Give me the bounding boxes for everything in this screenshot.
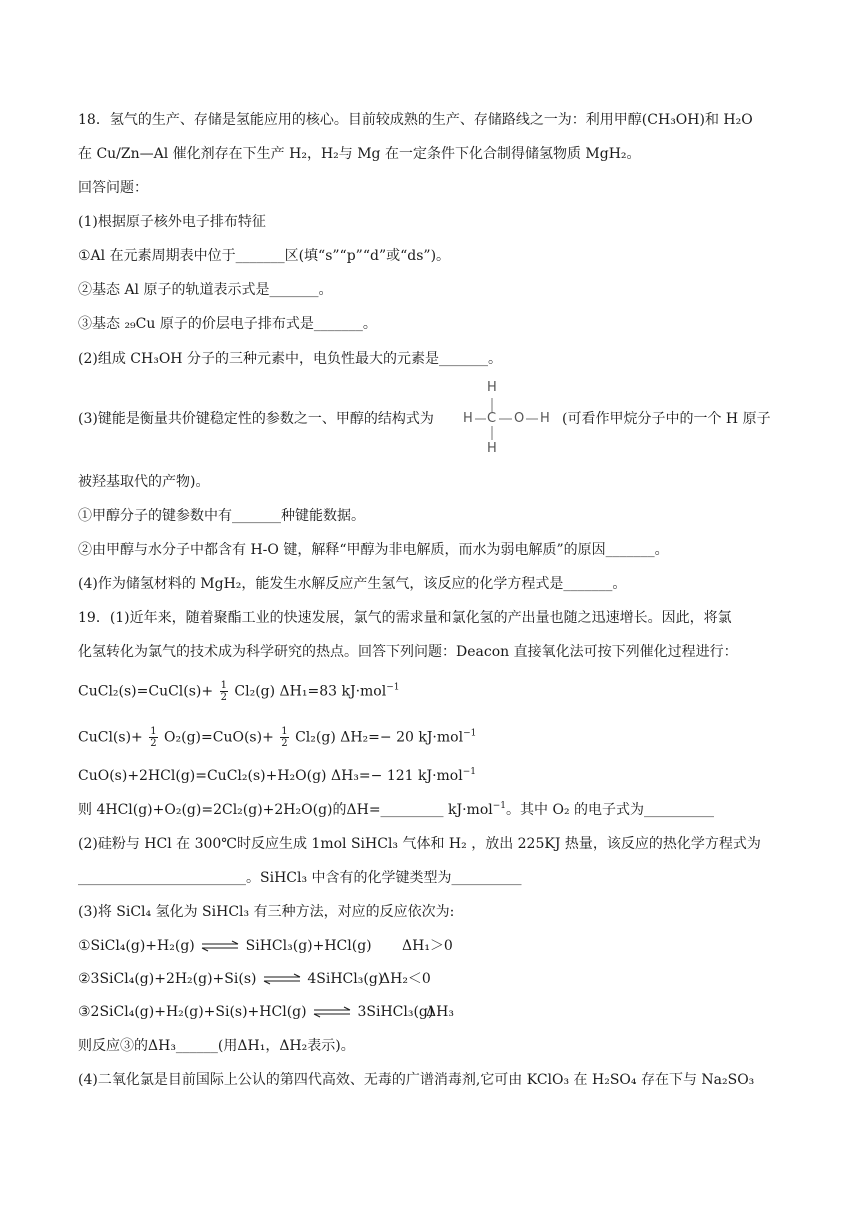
fraction-half: $\frac{1}{2}$ (281, 726, 288, 749)
q19-reaction-1-dh: ΔH₁＞0 (402, 938, 453, 954)
q18-part-1b: ②基态 Al 原子的轨道表示式是_______。 (78, 282, 333, 298)
methanol-h-bottom: H (487, 441, 497, 456)
eq1-left: CuCl₂(s)=CuCl(s)+ (78, 683, 214, 700)
q19-reaction-1: ①SiCl₄(g)+H₂(g) SiHCl₃(g)+HCl(g) (78, 938, 372, 954)
q19-reaction-3-dh: ΔH₃ (426, 1004, 454, 1020)
q19-reaction-3: ③2SiCl₄(g)+H₂(g)+Si(s)+HCl(g) 3SiHCl₃(g) (78, 1004, 434, 1020)
q19-reaction-2: ②3SiCl₄(g)+2H₂(g)+Si(s) 4SiHCl₃(g) (78, 971, 384, 987)
q18-part-3-pre: (3)键能是衡量共价键稳定性的参数之一、甲醇的结构式为 (78, 411, 434, 427)
q19-part-3-ask: 则反应③的ΔH₃______(用ΔH₁，ΔH₂表示)。 (78, 1038, 355, 1054)
q18-text-line-1: 18．氢气的生产、存储是氢能应用的核心。目前较成熟的生产、存储路线之一为：利用甲醇(CH₃OH)和 H₂O (78, 112, 753, 128)
q19-equation-3: CuO(s)+2HCl(g)=CuCl₂(s)+H₂O(g) ΔH₃=− 121 kJ·mol$^{-1}$ (78, 767, 476, 784)
q19-part-2-line-1: (2)硅粉与 HCl 在 300℃时反应生成 1mol SiHCl₃ 气体和 H₂ ，放出 225KJ 热量，该反应的热化学方程式为 (78, 836, 761, 852)
methanol-h-right: H (540, 411, 550, 426)
equilibrium-arrow-icon (312, 1006, 352, 1018)
fraction-half: $\frac{1}{2}$ (220, 680, 227, 703)
q19-equation-1: CuCl₂(s)=CuCl(s)+ $\frac{1}{2}$ Cl₂(g) ΔH₁=83 kJ·mol$^{-1}$ (78, 680, 400, 703)
q19-text-line-1: 19．(1)近年来，随着聚酯工业的快速发展，氯气的需求量和氯化氢的产出量也随之迅速增长。因此，将氯 (78, 610, 732, 626)
q18-part-1c: ③基态 ₂₉Cu 原子的价层电子排布式是_______。 (78, 316, 377, 332)
q18-text-line-2: 在 Cu/Zn—Al 催化剂存在下生产 H₂，H₂与 Mg 在一定条件下化合制得储氢物质 MgH₂。 (78, 146, 641, 162)
q19-part-2-line-2: ________________________。SiHCl₃ 中含有的化学键类型为__________ (78, 870, 522, 886)
q18-part-1a: ①Al 在元素周期表中位于_______区(填“s”“p”“d”或“ds”)。 (78, 248, 451, 264)
q19-reaction-2-dh: ΔH₂＜0 (380, 971, 431, 987)
equilibrium-arrow-icon (262, 973, 302, 985)
q18-part-3-cont: 被羟基取代的产物)。 (78, 474, 210, 490)
fraction-half: $\frac{1}{2}$ (150, 726, 157, 749)
q18-part-4: (4)作为储氢材料的 MgH₂，能发生水解反应产生氢气，该反应的化学方程式是_______。 (78, 576, 627, 592)
equilibrium-arrow-icon (200, 940, 240, 952)
q18-answer-prompt: 回答问题： (78, 180, 148, 196)
q18-part-2: (2)组成 CH₃OH 分子的三种元素中，电负性最大的元素是_______。 (78, 351, 502, 367)
methanol-c: C (487, 411, 497, 426)
methanol-h-left: H (463, 411, 473, 426)
eq1-right: Cl₂(g) ΔH₁=83 kJ·mol (234, 683, 387, 700)
q18-part-3a: ①甲醇分子的键参数中有_______种键能数据。 (78, 508, 365, 524)
q18-part-3b: ②由甲醇与水分子中都含有 H-O 键，解释“甲醇为非电解质，而水为弱电解质”的原因_______。 (78, 542, 669, 558)
q19-text-line-2: 化氢转化为氯气的技术成为科学研究的热点。回答下列问题：Deacon 直接氧化法可按下列催化过程进行： (78, 644, 738, 660)
q19-part-3: (3)将 SiCl₄ 氢化为 SiHCl₃ 有三种方法，对应的反应依次为: (78, 904, 455, 920)
q19-ask-1: 则 4HCl(g)+O₂(g)=2Cl₂(g)+2H₂O(g)的ΔH=_________ kJ·mol$^{-1}$。其中 O₂ 的电子式为__________ (78, 801, 715, 818)
methanol-structure (462, 378, 556, 458)
q19-part-4: (4)二氧化氯是目前国际上公认的第四代高效、无毒的广谱消毒剂,它可由 KClO₃ 在 H₂SO₄ 存在下与 Na₂SO₃ (78, 1072, 755, 1088)
q18-part-3-post: (可看作甲烷分子中的一个 H 原子 (562, 411, 771, 427)
q19-equation-2: CuCl(s)+ $\frac{1}{2}$ O₂(g)=CuO(s)+ $\frac{1}{2}$ Cl₂(g) ΔH₂=− 20 kJ·mol$^{-1}$ (78, 726, 477, 749)
methanol-h-top: H (487, 380, 497, 395)
q18-part-1: (1)根据原子核外电子排布特征 (78, 214, 266, 230)
methanol-o: O (514, 411, 525, 426)
